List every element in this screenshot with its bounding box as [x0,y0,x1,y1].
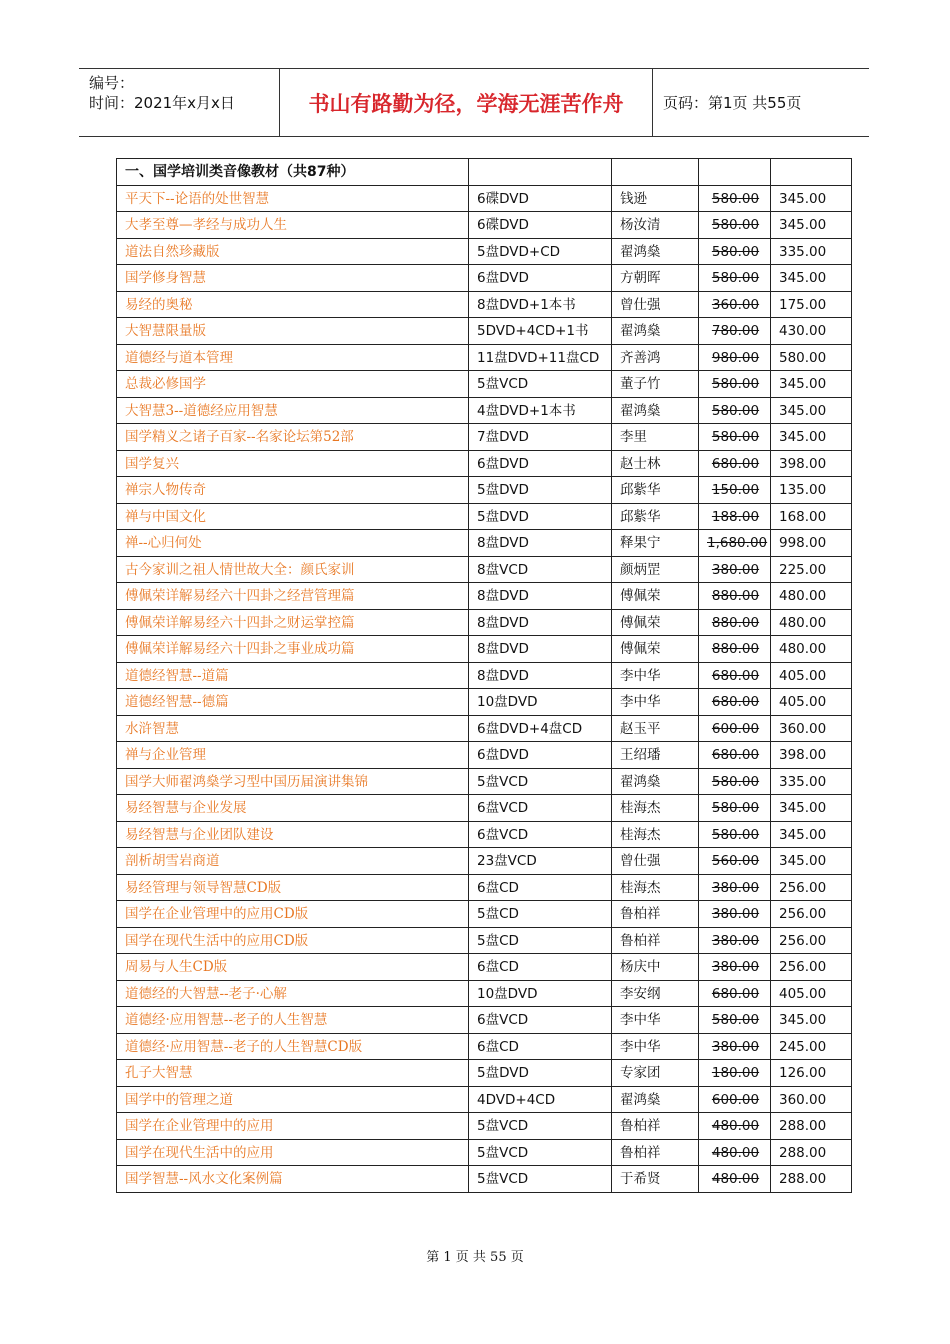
item-original-price: 680.00 [699,689,771,716]
item-title[interactable]: 傅佩荣详解易经六十四卦之事业成功篇 [117,636,469,663]
item-price: 345.00 [771,212,852,239]
section-header-row [117,159,852,186]
item-price: 245.00 [771,1033,852,1060]
item-title[interactable]: 大智慧3--道德经应用智慧 [117,397,469,424]
item-price: 345.00 [771,1007,852,1034]
item-title[interactable]: 傅佩荣详解易经六十四卦之财运掌控篇 [117,609,469,636]
item-format: 10盘DVD [469,980,612,1007]
table-row [117,185,852,212]
catalog-body [117,159,852,1193]
table-row [117,344,852,371]
item-format: 5盘VCD [469,1139,612,1166]
item-author: 赵玉平 [612,715,699,742]
item-author: 邱紫华 [612,503,699,530]
item-format: 6盘DVD [469,265,612,292]
item-format: 6碟DVD [469,185,612,212]
item-original-price: 380.00 [699,901,771,928]
item-title[interactable]: 国学智慧--风水文化案例篇 [117,1166,469,1193]
item-price: 405.00 [771,662,852,689]
item-original-price: 150.00 [699,477,771,504]
item-original-price: 580.00 [699,821,771,848]
item-author: 翟鸿燊 [612,318,699,345]
table-row [117,1060,852,1087]
item-price: 256.00 [771,954,852,981]
item-price: 256.00 [771,874,852,901]
item-title[interactable]: 道德经智慧--道篇 [117,662,469,689]
item-price: 405.00 [771,689,852,716]
item-format: 5盘CD [469,927,612,954]
table-row [117,212,852,239]
item-price: 256.00 [771,901,852,928]
item-price: 360.00 [771,715,852,742]
item-original-price: 680.00 [699,742,771,769]
item-original-price: 580.00 [699,795,771,822]
item-title[interactable]: 道德经·应用智慧--老子的人生智慧 [117,1007,469,1034]
page-footer: 第 1 页 共 55 页 [426,1250,524,1265]
item-author: 钱逊 [612,185,699,212]
item-title[interactable]: 总裁必修国学 [117,371,469,398]
item-price: 345.00 [771,848,852,875]
table-row [117,477,852,504]
item-format: 6盘DVD [469,742,612,769]
item-author: 李中华 [612,1007,699,1034]
item-price: 288.00 [771,1139,852,1166]
item-price: 480.00 [771,583,852,610]
item-original-price: 580.00 [699,397,771,424]
item-title[interactable]: 孔子大智慧 [117,1060,469,1087]
item-price: 288.00 [771,1166,852,1193]
item-author: 王绍璠 [612,742,699,769]
item-author: 翟鸿燊 [612,238,699,265]
item-title[interactable]: 国学大师翟鸿燊学习型中国历届演讲集锦 [117,768,469,795]
item-author: 傅佩荣 [612,609,699,636]
table-row [117,927,852,954]
item-format: 8盘VCD [469,556,612,583]
item-price: 345.00 [771,424,852,451]
table-row [117,371,852,398]
item-title[interactable]: 剖析胡雪岩商道 [117,848,469,875]
item-title[interactable]: 国学在现代生活中的应用CD版 [117,927,469,954]
item-original-price: 380.00 [699,874,771,901]
item-author: 杨庆中 [612,954,699,981]
item-format: 5盘DVD [469,503,612,530]
item-title[interactable]: 国学在现代生活中的应用 [117,1139,469,1166]
item-original-price: 380.00 [699,954,771,981]
item-price: 175.00 [771,291,852,318]
item-original-price: 680.00 [699,450,771,477]
table-row [117,768,852,795]
item-original-price: 580.00 [699,424,771,451]
table-row [117,424,852,451]
item-format: 7盘DVD [469,424,612,451]
table-row [117,715,852,742]
item-format: 5盘VCD [469,1113,612,1140]
item-original-price: 360.00 [699,291,771,318]
doc-number-label: 编号： [89,74,135,92]
item-original-price: 580.00 [699,238,771,265]
item-original-price: 380.00 [699,1033,771,1060]
item-format: 5DVD+4CD+1书 [469,318,612,345]
item-format: 4盘DVD+1本书 [469,397,612,424]
item-format: 8盘DVD [469,662,612,689]
table-row [117,795,852,822]
item-original-price: 880.00 [699,609,771,636]
item-format: 6碟DVD [469,212,612,239]
section-title: 一、国学培训类音像教材（共87种） [117,159,469,186]
item-price: 126.00 [771,1060,852,1087]
item-price: 288.00 [771,1113,852,1140]
item-title[interactable]: 水浒智慧 [117,715,469,742]
header-meta [79,69,280,136]
item-author: 翟鸿燊 [612,397,699,424]
table-row [117,397,852,424]
table-row [117,901,852,928]
item-author: 邱紫华 [612,477,699,504]
item-author: 释果宁 [612,530,699,557]
header-motto: 书山有路勤为径，学海无涯苦作舟 [280,69,653,136]
item-author: 桂海杰 [612,795,699,822]
table-row [117,291,852,318]
item-author: 赵士林 [612,450,699,477]
item-author: 李安纲 [612,980,699,1007]
item-format: 6盘VCD [469,1007,612,1034]
item-title[interactable]: 国学修身智慧 [117,265,469,292]
item-format: 8盘DVD+1本书 [469,291,612,318]
item-original-price: 380.00 [699,556,771,583]
item-author: 曾仕强 [612,291,699,318]
item-original-price: 680.00 [699,662,771,689]
item-original-price: 580.00 [699,265,771,292]
table-row [117,503,852,530]
item-author: 李中华 [612,1033,699,1060]
item-price: 398.00 [771,742,852,769]
item-author: 桂海杰 [612,821,699,848]
table-row [117,450,852,477]
item-author: 鲁柏祥 [612,1139,699,1166]
item-price: 360.00 [771,1086,852,1113]
item-original-price: 780.00 [699,318,771,345]
table-row [117,530,852,557]
item-title[interactable]: 平天下--论语的处世智慧 [117,185,469,212]
item-title[interactable]: 道德经智慧--德篇 [117,689,469,716]
item-author: 鲁柏祥 [612,1113,699,1140]
item-author: 李中华 [612,689,699,716]
item-original-price: 980.00 [699,344,771,371]
item-price: 256.00 [771,927,852,954]
table-row [117,874,852,901]
item-original-price: 560.00 [699,848,771,875]
item-author: 于希贤 [612,1166,699,1193]
item-price: 345.00 [771,371,852,398]
header-page-number: 页码：第1页 共55页 [663,94,802,112]
item-title[interactable]: 禅宗人物传奇 [117,477,469,504]
item-title[interactable]: 古今家训之祖人情世故大全：颜氏家训 [117,556,469,583]
item-title[interactable]: 易经智慧与企业发展 [117,795,469,822]
item-author: 李中华 [612,662,699,689]
item-title[interactable]: 国学在企业管理中的应用 [117,1113,469,1140]
item-price: 135.00 [771,477,852,504]
item-author: 颜炳罡 [612,556,699,583]
item-price: 480.00 [771,609,852,636]
item-original-price: 580.00 [699,1007,771,1034]
item-author: 李里 [612,424,699,451]
item-price: 335.00 [771,238,852,265]
item-title[interactable]: 国学在企业管理中的应用CD版 [117,901,469,928]
item-price: 345.00 [771,795,852,822]
doc-date: 时间：2021年x月x日 [89,94,235,112]
item-author: 傅佩荣 [612,583,699,610]
table-row [117,636,852,663]
item-original-price: 188.00 [699,503,771,530]
item-format: 10盘DVD [469,689,612,716]
item-format: 6盘CD [469,954,612,981]
item-format: 6盘CD [469,1033,612,1060]
item-author: 鲁柏祥 [612,927,699,954]
item-author: 专家团 [612,1060,699,1087]
item-format: 6盘VCD [469,795,612,822]
table-row [117,1086,852,1113]
item-original-price: 880.00 [699,583,771,610]
item-author: 鲁柏祥 [612,901,699,928]
item-price: 345.00 [771,185,852,212]
item-title[interactable]: 禅与企业管理 [117,742,469,769]
item-title[interactable]: 易经管理与领导智慧CD版 [117,874,469,901]
table-row [117,556,852,583]
table-row [117,980,852,1007]
item-title[interactable]: 大智慧限量版 [117,318,469,345]
item-price: 345.00 [771,821,852,848]
table-row [117,848,852,875]
item-format: 5盘DVD+CD [469,238,612,265]
item-original-price: 480.00 [699,1113,771,1140]
table-row [117,662,852,689]
table-row [117,583,852,610]
item-author: 翟鸿燊 [612,1086,699,1113]
item-price: 168.00 [771,503,852,530]
table-row [117,742,852,769]
item-title[interactable]: 国学复兴 [117,450,469,477]
item-format: 5盘CD [469,901,612,928]
item-author: 桂海杰 [612,874,699,901]
item-price: 335.00 [771,768,852,795]
table-row [117,1166,852,1193]
item-title[interactable]: 道德经的大智慧--老子·心解 [117,980,469,1007]
item-original-price: 180.00 [699,1060,771,1087]
table-row [117,1007,852,1034]
item-title[interactable]: 易经的奥秘 [117,291,469,318]
item-format: 11盘DVD+11盘CD [469,344,612,371]
item-price: 225.00 [771,556,852,583]
item-price: 405.00 [771,980,852,1007]
item-original-price: 380.00 [699,927,771,954]
item-title[interactable]: 国学精义之诸子百家--名家论坛第52部 [117,424,469,451]
item-author: 傅佩荣 [612,636,699,663]
item-format: 6盘DVD [469,450,612,477]
item-format: 5盘VCD [469,371,612,398]
item-original-price: 580.00 [699,185,771,212]
item-format: 23盘VCD [469,848,612,875]
table-row [117,821,852,848]
table-row [117,1033,852,1060]
item-author: 董子竹 [612,371,699,398]
table-row [117,265,852,292]
table-row [117,689,852,716]
item-author: 方朝晖 [612,265,699,292]
item-format: 8盘DVD [469,583,612,610]
item-author: 杨汝清 [612,212,699,239]
item-format: 5盘VCD [469,768,612,795]
item-title[interactable]: 禅与中国文化 [117,503,469,530]
item-title[interactable]: 道德经与道本管理 [117,344,469,371]
item-price: 345.00 [771,397,852,424]
item-format: 6盘CD [469,874,612,901]
catalog-table [116,158,852,1193]
table-row [117,1113,852,1140]
item-author: 翟鸿燊 [612,768,699,795]
item-author: 齐善鸿 [612,344,699,371]
item-format: 5盘DVD [469,1060,612,1087]
item-price: 430.00 [771,318,852,345]
item-price: 480.00 [771,636,852,663]
item-format: 5盘DVD [469,477,612,504]
item-format: 6盘VCD [469,821,612,848]
item-price: 398.00 [771,450,852,477]
page-header [79,68,869,137]
item-original-price: 480.00 [699,1166,771,1193]
item-original-price: 580.00 [699,371,771,398]
item-original-price: 680.00 [699,980,771,1007]
table-row [117,318,852,345]
item-title[interactable]: 易经智慧与企业团队建设 [117,821,469,848]
item-price: 580.00 [771,344,852,371]
item-title[interactable]: 道法自然珍藏版 [117,238,469,265]
item-original-price: 580.00 [699,768,771,795]
item-title[interactable]: 傅佩荣详解易经六十四卦之经营管理篇 [117,583,469,610]
item-title[interactable]: 道德经·应用智慧--老子的人生智慧CD版 [117,1033,469,1060]
item-author: 曾仕强 [612,848,699,875]
item-format: 8盘DVD [469,609,612,636]
item-format: 4DVD+4CD [469,1086,612,1113]
item-original-price: 600.00 [699,715,771,742]
item-format: 5盘VCD [469,1166,612,1193]
item-price: 345.00 [771,265,852,292]
item-format: 6盘DVD+4盘CD [469,715,612,742]
item-original-price: 880.00 [699,636,771,663]
table-row [117,609,852,636]
item-price: 998.00 [771,530,852,557]
table-row [117,238,852,265]
item-title[interactable]: 周易与人生CD版 [117,954,469,981]
item-format: 8盘DVD [469,636,612,663]
table-row [117,1139,852,1166]
item-title[interactable]: 大孝至尊—孝经与成功人生 [117,212,469,239]
item-title[interactable]: 禅--心归何处 [117,530,469,557]
item-title[interactable]: 国学中的管理之道 [117,1086,469,1113]
item-original-price: 580.00 [699,212,771,239]
item-original-price: 1,680.00 [699,530,771,557]
item-original-price: 480.00 [699,1139,771,1166]
item-format: 8盘DVD [469,530,612,557]
table-row [117,954,852,981]
item-original-price: 600.00 [699,1086,771,1113]
